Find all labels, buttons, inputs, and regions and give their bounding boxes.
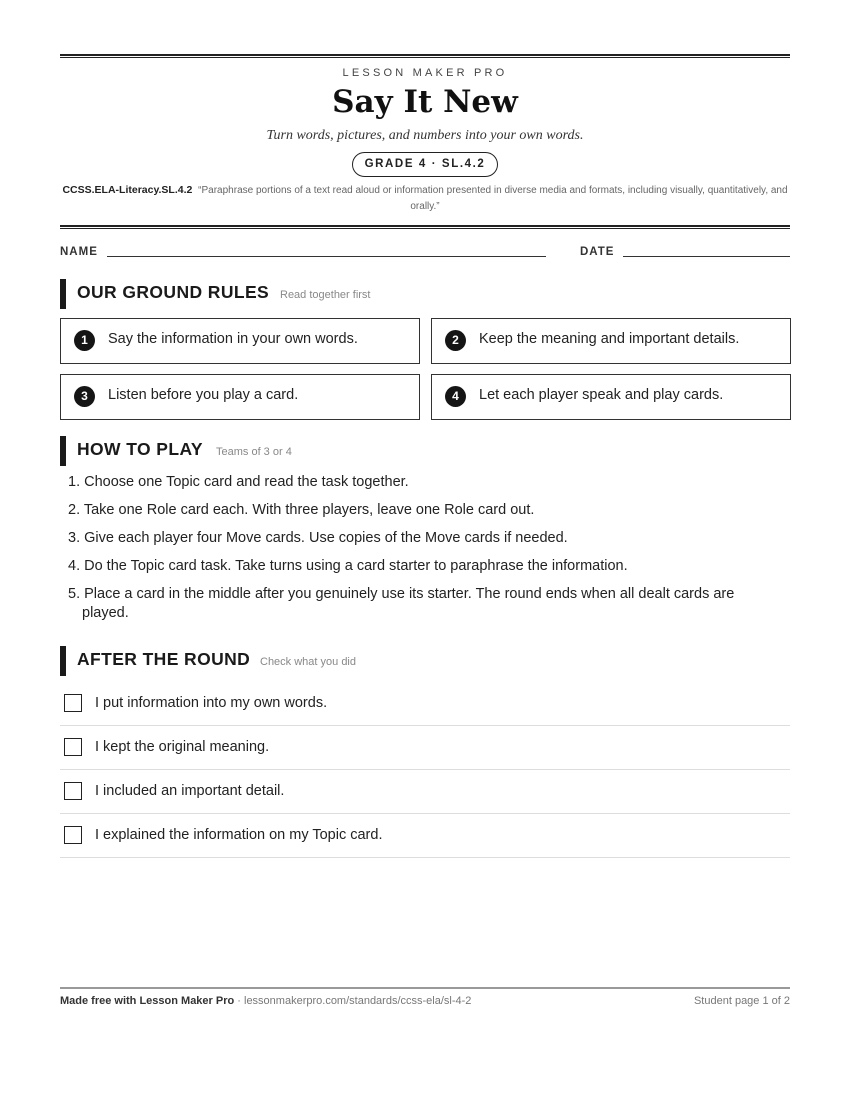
- name-field[interactable]: [107, 256, 546, 257]
- section-bar: [60, 279, 66, 309]
- rule-text: Let each player speak and play cards.: [479, 387, 724, 403]
- section-heading: HOW TO PLAY: [77, 439, 203, 459]
- checklist-label: I put information into my own words.: [95, 695, 328, 711]
- checklist-item: [60, 770, 790, 814]
- rule-text: Say the information in your own words.: [108, 331, 358, 347]
- section-note: Teams of 3 or 4: [216, 446, 292, 458]
- checklist-item: [60, 726, 790, 770]
- page-subtitle: Turn words, pictures, and numbers into your own words.: [266, 128, 584, 143]
- checkbox[interactable]: [64, 738, 82, 756]
- footer-credit: [60, 995, 471, 1007]
- footer-rule: [60, 987, 790, 989]
- rule-card: [60, 318, 420, 364]
- section-note: Check what you did: [260, 656, 356, 668]
- rule-text: Listen before you play a card.: [108, 387, 299, 403]
- header-bottom-rule: [60, 225, 790, 229]
- step-item: 2. Take one Role card each. With three players, leave one Role card out.: [68, 502, 535, 518]
- section-how-to-play: [60, 436, 790, 466]
- step-item: 3. Give each player four Move cards. Use copies of the Move cards if needed.: [68, 530, 568, 546]
- section-bar: [60, 436, 66, 466]
- checklist-item: [60, 814, 790, 858]
- checklist-item: [60, 682, 790, 726]
- footer-made-with: Made free with Lesson Maker Pro: [60, 995, 235, 1007]
- standard-description: [60, 182, 790, 215]
- name-label: NAME: [60, 246, 98, 258]
- footer-url[interactable]: lessonmakerpro.com/standards/ccss-ela/sl-4-2: [244, 995, 472, 1007]
- footer-page-number: Student page 1 of 2: [693, 995, 790, 1007]
- checklist-label: I included an important detail.: [95, 783, 285, 799]
- brand-name: LESSON MAKER PRO: [342, 67, 508, 79]
- step-item: 4. Do the Topic card task. Take turns using a card starter to paraphrase the information.: [68, 558, 628, 574]
- section-heading: OUR GROUND RULES: [77, 282, 270, 302]
- page-title: Say It New: [332, 84, 518, 120]
- standard-code: CCSS.ELA-Literacy.SL.4.2: [62, 184, 193, 196]
- rule-number: 4: [445, 386, 466, 407]
- section-note: Read together first: [280, 289, 371, 301]
- rule-number: 2: [445, 330, 466, 351]
- rule-number: 3: [74, 386, 95, 407]
- checklist-label: I explained the information on my Topic card.: [95, 827, 383, 843]
- checkbox[interactable]: [64, 826, 82, 844]
- steps-list: [68, 473, 768, 632]
- rule-text: Keep the meaning and important details.: [479, 331, 740, 347]
- rule-card: [60, 374, 420, 420]
- checkbox[interactable]: [64, 694, 82, 712]
- rule-card: [431, 374, 791, 420]
- date-field[interactable]: [623, 256, 790, 257]
- worksheet-page: [60, 0, 790, 1100]
- section-heading: AFTER THE ROUND: [77, 649, 251, 669]
- rule-card: [431, 318, 791, 364]
- rule-number: 1: [74, 330, 95, 351]
- standard-text: “Paraphrase portions of a text read aloud or information presented in diverse media and formats, including visually, quantitatively, and orally.”: [198, 185, 788, 212]
- section-ground-rules: [60, 279, 790, 309]
- step-item: 1. Choose one Topic card and read the task together.: [68, 474, 409, 490]
- checklist-label: I kept the original meaning.: [95, 739, 270, 755]
- section-bar: [60, 646, 66, 676]
- step-item: 5. Place a card in the middle after you genuinely use its starter. The round ends when all dealt cards are played.: [68, 586, 735, 621]
- date-label: DATE: [580, 246, 615, 258]
- section-after-round: [60, 646, 790, 676]
- top-double-rule: [60, 54, 790, 58]
- footer-separator: ·: [234, 995, 244, 1007]
- grade-badge: GRADE 4 · SL.4.2: [352, 152, 498, 177]
- checkbox[interactable]: [64, 782, 82, 800]
